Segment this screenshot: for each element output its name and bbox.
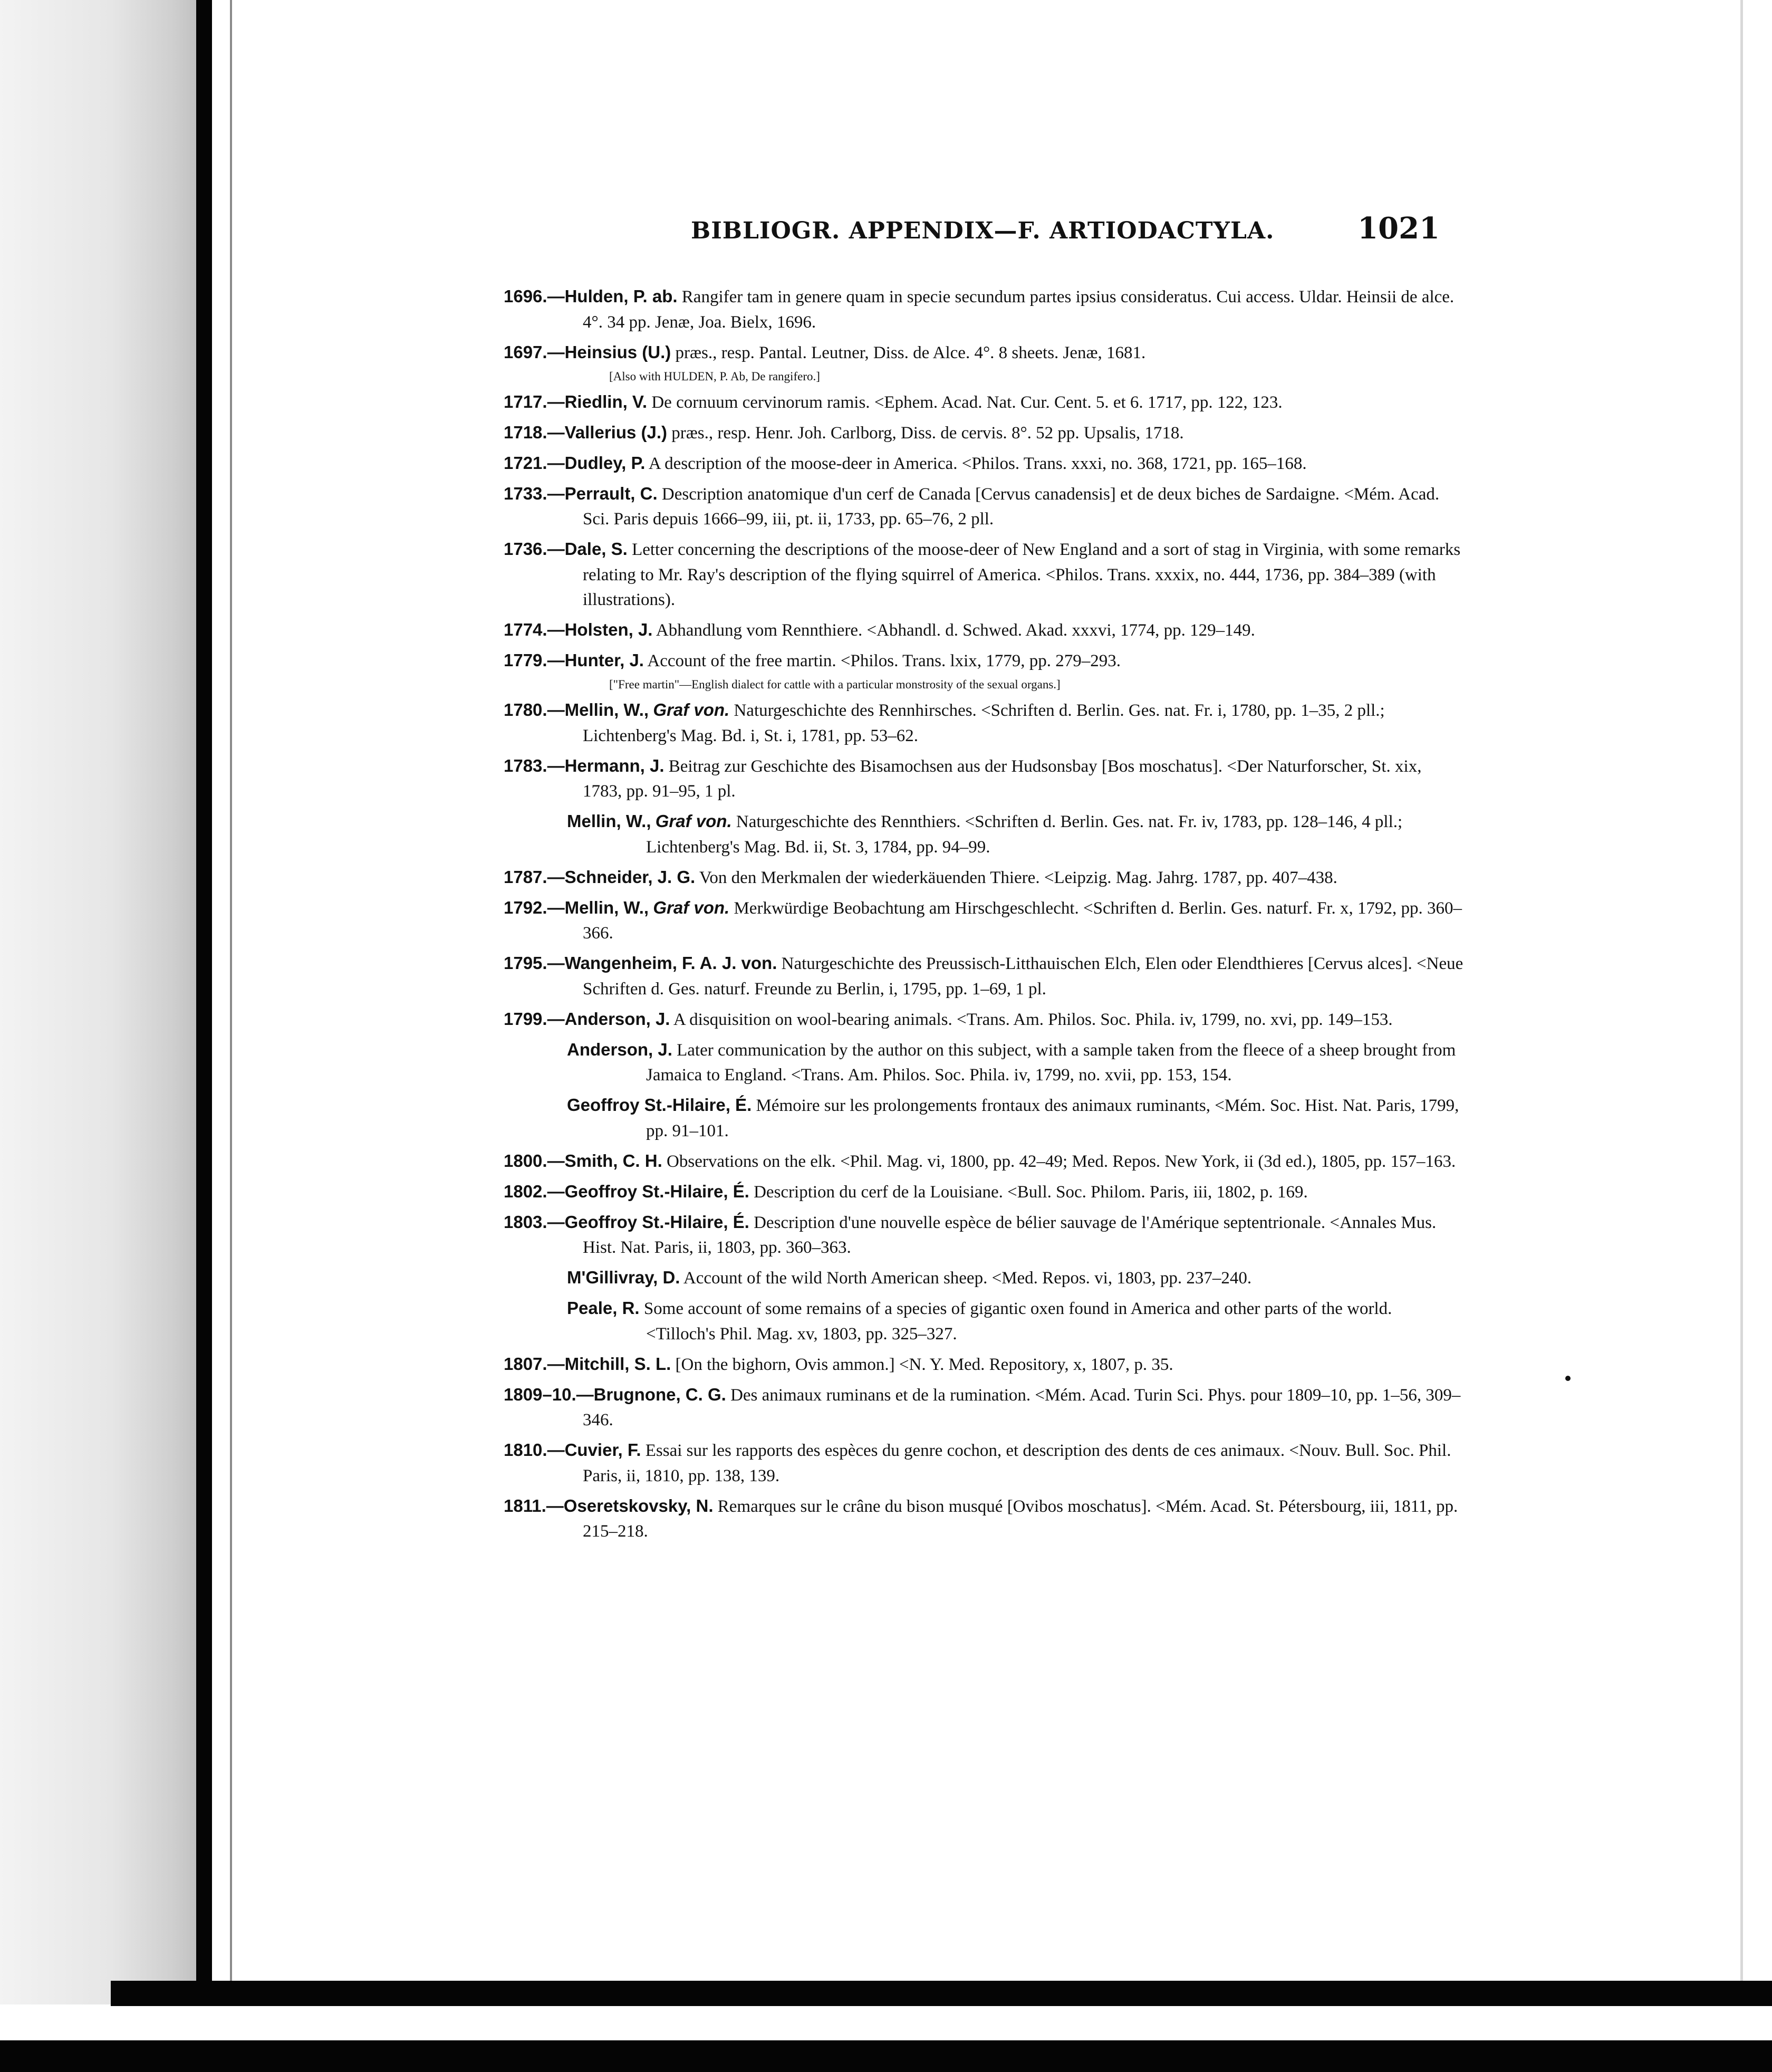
entry-year: 1697.— (504, 342, 565, 362)
entry-title: [On the bighorn, Ovis ammon.] (675, 1355, 895, 1374)
entry-title: Remarques sur le crâne du bison musqué [Ovibos moschatus]. (717, 1497, 1151, 1516)
entry-title: Account of the wild North American sheep. (683, 1269, 988, 1288)
entry-title: Naturgeschichte des Preussisch-Litthauischen Elch, Elen oder Elendthieres [Cervus alces]. (781, 954, 1412, 973)
entry-author: Mellin, W., (564, 700, 649, 720)
entry-author: Brugnone, C. G. (593, 1384, 726, 1404)
bibliography-entry (504, 1092, 1463, 1144)
bibliography-entry (504, 420, 1463, 446)
entry-author: Geoffroy St.-Hilaire, É. (564, 1212, 749, 1232)
bottom-scan-border (111, 1981, 1772, 2006)
bibliography-entry (504, 1382, 1463, 1433)
entry-title: Abhandlung vom Rennthiere. (656, 621, 863, 640)
bibliography-entry (504, 809, 1463, 860)
entry-reference: <Med. Repos. vi, 1803, pp. 237–240. (991, 1269, 1252, 1288)
entry-reference: <Ephem. Acad. Nat. Cur. Cent. 5. et 6. 1717, pp. 122, 123. (874, 392, 1283, 412)
entry-year: 1774.— (504, 620, 565, 639)
entry-year: 1717.— (504, 391, 565, 411)
entry-reference: <Leipzig. Mag. Jahrg. 1787, pp. 407–438. (1044, 868, 1337, 887)
entry-title: Some account of some remains of a species of gigantic oxen found in America and other parts of the world. (643, 1299, 1392, 1318)
bibliography-entry (504, 951, 1463, 1002)
entry-title: De cornuum cervinorum ramis. (651, 392, 870, 412)
entry-author: Dudley, P. (564, 453, 646, 473)
entry-year: 1733.— (504, 483, 565, 503)
entry-title: Description du cerf de la Louisiane. (754, 1182, 1003, 1202)
entry-reference: 4°. 34 pp. Jenæ, Joa. Bielx, 1696. (583, 312, 816, 332)
entry-reference: <Philos. Trans. xxxi, no. 368, 1721, pp. 165–168. (961, 454, 1307, 473)
entry-reference: 4°. 8 sheets. Jenæ, 1681. (974, 343, 1146, 362)
entry-author-title: Graf von. (653, 897, 730, 917)
entry-reference: <Schriften d. Berlin. Ges. naturf. Fr. x, 1792, pp. 360–366. (583, 898, 1462, 943)
entry-author: Anderson, J. (567, 1039, 672, 1059)
bibliography-entry (504, 1265, 1463, 1291)
bibliography-list (504, 284, 1463, 1549)
entry-title: præs., resp. Pantal. Leutner, Diss. de Alce. (675, 343, 970, 362)
entry-title: A description of the moose-deer in America. (648, 454, 958, 473)
entry-reference: <Schriften d. Berlin. Ges. nat. Fr. iv, 1783, pp. 128–146, 4 pll.; Lichtenberg's Mag. Bd. ii, St. 3, 1784, pp. 94–99. (646, 812, 1403, 857)
entry-author: Hulden, P. ab. (564, 286, 678, 306)
entry-year: 1787.— (504, 867, 565, 887)
bibliography-entry (504, 1006, 1463, 1033)
entry-title: Merkwürdige Beobachtung am Hirschgeschlecht. (734, 898, 1079, 918)
entry-reference: <Trans. Am. Philos. Soc. Phila. iv, 1799, no. xvi, pp. 149–153. (957, 1010, 1393, 1029)
entry-note-line (504, 367, 1463, 386)
entry-year: 1696.— (504, 286, 565, 306)
entry-title: Von den Merkmalen der wiederkäuenden Thiere. (699, 868, 1040, 887)
entry-title: Letter concerning the descriptions of the moose-deer of New England and a sort of stag in Virginia, with some remarks relating to Mr. Ray's description of the flying squirrel of America. (583, 540, 1461, 584)
entry-title: Beitrag zur Geschichte des Bisamochsen aus der Hudsonsbay [Bos moschatus]. (668, 756, 1223, 776)
entry-title: A disquisition on wool-bearing animals. (673, 1010, 952, 1029)
entry-title: Rangifer tam in genere quam in specie secundum partes ipsius consideratus. Cui access. Uldar. Heinsii de alce. (681, 287, 1455, 306)
facing-page-shadow (0, 0, 203, 2004)
entry-author: Schneider, J. G. (564, 867, 696, 887)
entry-reference: <Annales Mus. Hist. Nat. Paris, ii, 1803, pp. 360–363. (583, 1213, 1437, 1257)
entry-reference: 8°. 52 pp. Upsalis, 1718. (1011, 423, 1184, 443)
entry-note: [Also with HULDEN, P. Ab, De rangifero.] (609, 369, 820, 383)
entry-author: Wangenheim, F. A. J. von. (564, 953, 777, 973)
entry-author: Holsten, J. (564, 620, 653, 639)
bibliography-entry (504, 895, 1463, 946)
page-number: 1021 (1357, 211, 1440, 246)
entry-reference: <Nouv. Bull. Soc. Phil. Paris, ii, 1810, pp. 138, 139. (583, 1441, 1451, 1485)
entry-year: 1780.— (504, 700, 565, 720)
entry-title: Description anatomique d'un cerf de Canada [Cervus canadensis] et de deux biches de Sardaigne. (661, 484, 1340, 504)
entry-year: 1802.— (504, 1181, 565, 1201)
entry-reference: <Schriften d. Berlin. Ges. nat. Fr. i, 1780, pp. 1–35, 2 pll.; Lichtenberg's Mag. Bd. i, St. i, 1781, pp. 53–62. (583, 701, 1385, 745)
entry-author: Mellin, W., (564, 897, 649, 917)
entry-author-title: Graf von. (655, 811, 732, 831)
entry-reference: <Mém. Acad. Sci. Paris depuis 1666–99, iii, pt. ii, 1733, pp. 65–76, 2 pll. (583, 484, 1440, 529)
entry-title: Later communication by the author on this subject, with a sample taken from the fleece of a sheep brought from Jamaica to England. (646, 1040, 1456, 1085)
entry-year: 1800.— (504, 1150, 565, 1171)
entry-title: Naturgeschichte des Rennhirsches. (734, 701, 977, 720)
bibliography-entry (504, 340, 1463, 366)
bibliography-entry (504, 1493, 1463, 1545)
scan-speck (1565, 1376, 1571, 1381)
entry-reference: <Mém. Soc. Hist. Nat. Paris, 1799, pp. 91–101. (646, 1096, 1459, 1140)
entry-year: 1799.— (504, 1009, 565, 1029)
entry-reference: <Mém. Acad. St. Pétersbourg, iii, 1811, pp. 215–218. (583, 1497, 1458, 1541)
entry-author: Riedlin, V. (564, 391, 648, 411)
entry-author: Cuvier, F. (564, 1440, 641, 1460)
bibliography-entry (504, 648, 1463, 674)
entry-reference: <Tilloch's Phil. Mag. xv, 1803, pp. 325–327. (646, 1324, 957, 1344)
bibliography-entry (504, 536, 1463, 613)
entry-reference: <Trans. Am. Philos. Soc. Phila. iv, 1799, no. xvii, pp. 153, 154. (791, 1066, 1232, 1085)
bibliography-entry (504, 1179, 1463, 1205)
entry-reference: <Neue Schriften d. Ges. naturf. Freunde zu Berlin, i, 1795, pp. 1–69, 1 pl. (583, 954, 1463, 999)
bibliography-entry (504, 753, 1463, 804)
entry-year: 1736.— (504, 539, 565, 559)
entry-author: Geoffroy St.-Hilaire, É. (564, 1181, 749, 1201)
right-page-edge (1740, 0, 1743, 1999)
bibliography-entry (504, 1148, 1463, 1175)
bibliography-entry (504, 1037, 1463, 1088)
entry-year: 1809–10.— (504, 1384, 594, 1404)
entry-author: Mitchill, S. L. (564, 1354, 671, 1374)
bibliography-entry (504, 1210, 1463, 1261)
entry-year: 1795.— (504, 953, 565, 973)
entry-year: 1792.— (504, 897, 565, 917)
bibliography-entry (504, 284, 1463, 335)
entry-author: Vallerius (J.) (564, 422, 668, 442)
entry-year: 1721.— (504, 453, 565, 473)
entry-reference: <Philos. Trans. xxxix, no. 444, 1736, pp. 384–389 (with illustrations). (583, 565, 1436, 609)
page-edge-line (230, 0, 232, 1983)
entry-year: 1803.— (504, 1212, 565, 1232)
entry-year: 1718.— (504, 422, 565, 442)
entry-title: Description d'une nouvelle espèce de bélier sauvage de l'Amérique septentrionale. (754, 1213, 1326, 1232)
entry-reference: <Mém. Acad. Turin Sci. Phys. pour 1809–10, pp. 1–56, 309–346. (583, 1385, 1461, 1430)
entry-author: Geoffroy St.-Hilaire, É. (567, 1095, 752, 1115)
entry-reference: <Philos. Trans. lxix, 1779, pp. 279–293. (840, 651, 1121, 670)
bibliography-entry (504, 617, 1463, 644)
bibliography-entry (504, 1437, 1463, 1489)
entry-author-title: Graf von. (653, 700, 730, 720)
bibliography-entry (504, 481, 1463, 532)
running-header (691, 211, 1440, 264)
entry-author: Peale, R. (567, 1298, 640, 1318)
entry-year: 1810.— (504, 1440, 565, 1460)
entry-title: Account of the free martin. (647, 651, 836, 670)
bibliography-entry (504, 450, 1463, 477)
page-title: BIBLIOGR. APPENDIX—F. ARTIODACTYLA. (691, 217, 1275, 244)
entry-note: ["Free martin"—English dialect for cattle with a particular monstrosity of the sexual organs.] (609, 678, 1061, 691)
entry-reference: <N. Y. Med. Repository, x, 1807, p. 35. (899, 1355, 1173, 1374)
entry-reference: <Phil. Mag. vi, 1800, pp. 42–49; Med. Repos. New York, ii (3d ed.), 1805, pp. 157–163. (840, 1152, 1456, 1171)
entry-year: 1783.— (504, 755, 565, 775)
bibliography-entry (504, 1351, 1463, 1378)
bottom-scan-strip (0, 2040, 1772, 2072)
entry-reference: <Der Naturforscher, St. xix, 1783, pp. 91–95, 1 pl. (583, 756, 1422, 801)
entry-author: Perrault, C. (564, 483, 658, 503)
entry-note-line (504, 675, 1463, 694)
entry-author: Anderson, J. (564, 1009, 670, 1029)
entry-reference: <Abhandl. d. Schwed. Akad. xxxvi, 1774, pp. 129–149. (866, 621, 1255, 640)
entry-year: 1779.— (504, 650, 565, 670)
entry-title: Naturgeschichte des Rennthiers. (736, 812, 961, 831)
entry-author: Mellin, W., (567, 811, 651, 831)
entry-author: Oseretskovsky, N. (563, 1495, 714, 1515)
entry-title: præs., resp. Henr. Joh. Carlborg, Diss. de cervis. (671, 423, 1007, 443)
entry-author: Hunter, J. (564, 650, 644, 670)
entry-author: Hermann, J. (564, 755, 664, 775)
entry-title: Observations on the elk. (667, 1152, 836, 1171)
entry-reference: <Bull. Soc. Philom. Paris, iii, 1802, p. 169. (1007, 1182, 1308, 1202)
entry-author: Smith, C. H. (564, 1150, 662, 1171)
entry-title: Des animaux ruminans et de la rumination. (730, 1385, 1031, 1405)
entry-title: Essai sur les rapports des espèces du genre cochon, et description des dents de ces animaux. (645, 1441, 1285, 1460)
bibliography-entry (504, 389, 1463, 416)
entry-author: M'Gillivray, D. (567, 1268, 680, 1287)
entry-year: 1807.— (504, 1354, 565, 1374)
binding-edge (196, 0, 212, 1999)
entry-title: Mémoire sur les prolongements frontaux des animaux ruminants, (756, 1096, 1210, 1115)
entry-author: Dale, S. (564, 539, 628, 559)
bibliography-entry (504, 865, 1463, 891)
entry-year: 1811.— (504, 1495, 564, 1515)
bibliography-entry (504, 697, 1463, 749)
bibliography-entry (504, 1296, 1463, 1347)
entry-author: Heinsius (U.) (564, 342, 671, 362)
